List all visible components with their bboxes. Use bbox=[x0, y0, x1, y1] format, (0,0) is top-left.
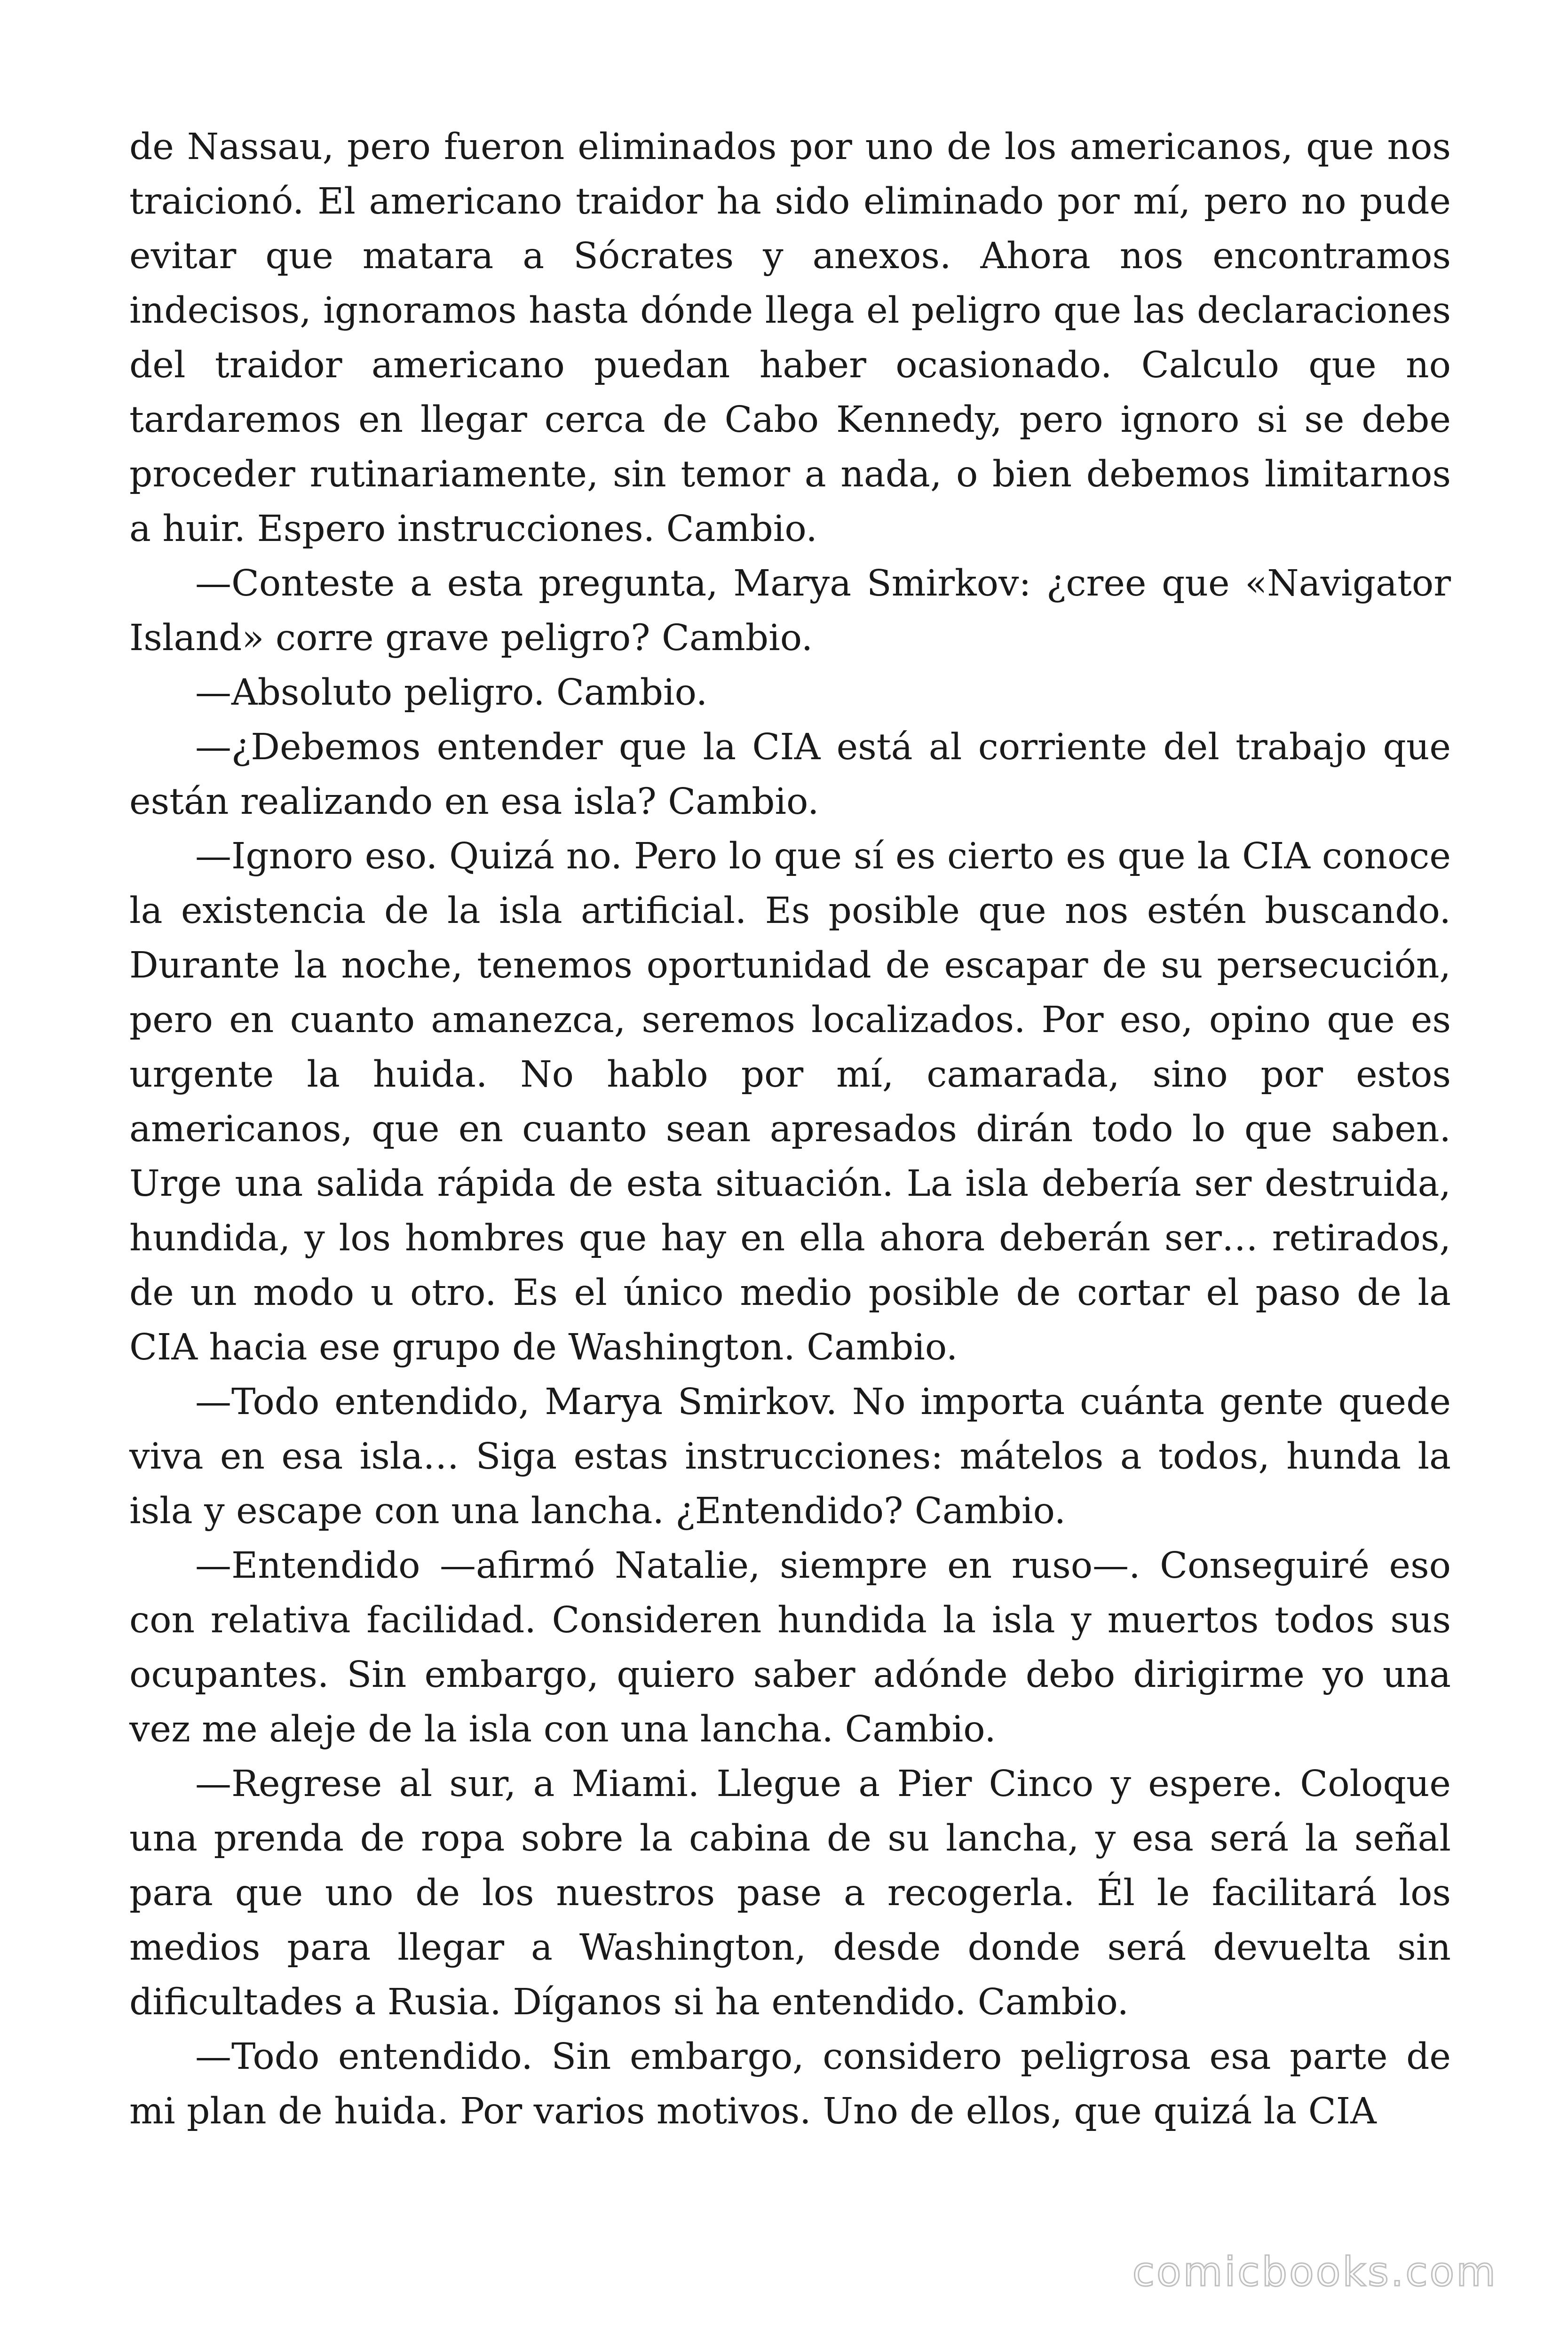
paragraph-9: —Todo entendido. Sin embargo, considero peligrosa esa parte de mi plan de huida. Por varios motivos. Uno de ellos, que quizá la CIA bbox=[129, 2036, 1451, 2132]
paragraph-2: —Conteste a esta pregunta, Marya Smirkov: ¿cree que «Navigator Island» corre grave peligro? Cambio. bbox=[129, 563, 1451, 659]
paragraph-5: —Ignoro eso. Quizá no. Pero lo que sí es cierto es que la CIA conoce la existencia de la isla artificial. Es posible que nos estén buscando. Durante la noche, tenemos oportunidad de escapar de su persecución, pero en cuanto amanezca, seremos localizados. Por eso, opino que es urgente la huida. No hablo por mí, camarada, sino por estos americanos, que en cuanto sean apresados dirán todo lo que saben. Urge una salida rápida de esta situación. La isla debería ser destruida, hundida, y los hombres que hay en ella ahora deberán ser… retirados, de un modo u otro. Es el único medio posible de cortar el paso de la CIA hacia ese grupo de Washington. Cambio. bbox=[129, 835, 1451, 1368]
watermark: comicbooks.com bbox=[1132, 2249, 1497, 2296]
page-body bbox=[129, 120, 1451, 2139]
paragraph-4: —¿Debemos entender que la CIA está al corriente del trabajo que están realizando en esa isla? Cambio. bbox=[129, 726, 1451, 823]
paragraph-8: —Regrese al sur, a Miami. Llegue a Pier Cinco y espere. Coloque una prenda de ropa sobre la cabina de su lancha, y esa será la señal para que uno de los nuestros pase a recogerla. Él le facilitará los medios para llegar a Washington, desde donde será devuelta sin dificultades a Rusia. Díganos si ha entendido. Cambio. bbox=[129, 1763, 1451, 2023]
paragraph-3: —Absoluto peligro. Cambio. bbox=[195, 672, 708, 714]
paragraph-6: —Todo entendido, Marya Smirkov. No importa cuánta gente quede viva en esa isla… Siga estas instrucciones: mátelos a todos, hunda la isla y escape con una lancha. ¿Entendido? Cambio. bbox=[129, 1381, 1451, 1532]
paragraph-1: de Nassau, pero fueron eliminados por uno de los americanos, que nos traicionó. El americano traidor ha sido eliminado por mí, pero no pude evitar que matara a Sócrates y anexos. Ahora nos encontramos indecisos, ignoramos hasta dónde llega el peligro que las declaraciones del traidor americano puedan haber ocasionado. Calculo que no tardaremos en llegar cerca de Cabo Kennedy, pero ignoro si se debe proceder rutinariamente, sin temor a nada, o bien debemos limitarnos a huir. Espero instrucciones. Cambio. bbox=[129, 126, 1451, 550]
paragraph-7: —Entendido —afirmó Natalie, siempre en ruso—. Conseguiré eso con relativa facilidad. Consideren hundida la isla y muertos todos sus ocupantes. Sin embargo, quiero saber adónde debo dirigirme yo una vez me aleje de la isla con una lancha. Cambio. bbox=[129, 1545, 1451, 1750]
